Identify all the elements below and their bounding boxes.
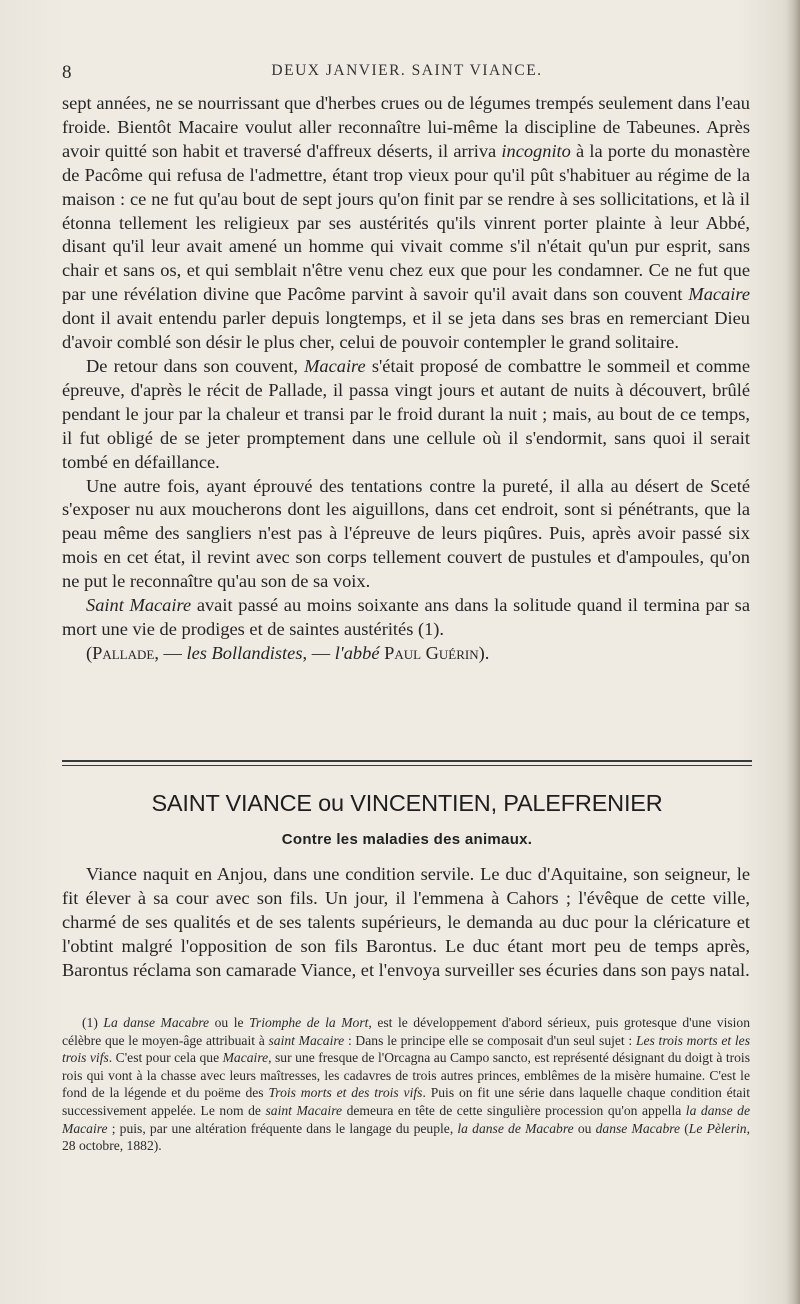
- section-body: [62, 862, 750, 982]
- paragraph: sept années, ne se nourrissant que d'herbes crues ou de légumes trempés seulement dans l'eau froide. Bientôt Macaire voulut aller reconnaître lui-même la discipline de Tabeunes. Après avoir quitté son habit et traversé d'affreux déserts, il arriva incognito à la porte du monastère de Pacôme qui refusa de l'admettre, étant trop vieux pour qu'il pût s'habituer au régime de la maison : ce ne fut qu'au bout de sept jours qu'on finit par se rendre à ses sollicitations, et là il étonna tellement les religieux par ses austérités qu'ils vinrent porter plainte à leur Abbé, disant qu'il leur avait amené un homme qui vivait comme s'il n'était qu'un pur esprit, sans chair et sans os, et qui semblait n'être venu chez eux que pour les condamner. Ce ne fut que par une révélation divine que Pacôme parvint à savoir qu'il avait dans son couvent Macaire dont il avait entendu parler depuis longtemps, et il se jeta dans ses bras en remerciant Dieu d'avoir comblé son désir le plus cher, celui de pouvoir contempler le grand solitaire.: [62, 93, 750, 353]
- section-divider-thin: [62, 765, 752, 766]
- paragraph: Une autre fois, ayant éprouvé des tentations contre la pureté, il alla au désert de Sceté s'exposer nu aux moucherons dont les aiguillons, dans cet endroit, sont si pénétrants, que la peau même des sangliers n'est pas à l'épreuve de leurs piqûres. Puis, après avoir passé six mois en cet état, il revint avec son corps tellement couvert de pustules et d'ampoules, qu'on ne put le reconnaître qu'au son de sa voix.: [62, 475, 750, 592]
- footnote: [62, 1014, 750, 1155]
- page-header: [62, 62, 752, 86]
- running-head: DEUX JANVIER. SAINT VIANCE.: [271, 62, 543, 79]
- paragraph: Saint Macaire avait passé au moins soixante ans dans la solitude quand il termina par sa mort une vie de prodiges et de saintes austérités (1).: [62, 595, 750, 639]
- source-citation: (Pallade, — les Bollandistes, — l'abbé Paul Guérin).: [86, 642, 490, 663]
- section-title: SAINT VIANCE ou VINCENTIEN, PALEFRENIER: [151, 790, 663, 816]
- paragraph: Viance naquit en Anjou, dans une condition servile. Le duc d'Aquitaine, son seigneur, le fit élever à sa cour avec son fils. Un jour, il l'emmena à Cahors ; l'évêque de cette ville, charmé de ses qualités et de ses talents supérieurs, le demanda au duc pour la cléricature et l'obtint malgré l'opposition de son fils Barontus. Le duc étant mort peu de temps après, Barontus réclama son camarade Viance, et l'envoya surveiller ses écuries dans son pays natal.: [62, 864, 750, 980]
- page-edge-shadow: [786, 0, 800, 1304]
- footnote-text: (1) La danse Macabre ou le Triomphe de la Mort, est le développement d'abord sérieux, puis grotesque d'une vision célèbre que le moyen-âge attribuait à saint Macaire : Dans le principe elle se composait d'un seul sujet : Les trois morts et les trois vifs. C'est pour cela que Macaire, sur une fresque de l'Orcagna au Campo sancto, est représenté désignant du doigt à trois rois qui vont à la chasse avec leurs maîtresses, les cadavres de trois autres princes, emblêmes de la misère humaine. C'est le fond de la légende et du poëme des Trois morts et des trois vifs. Puis on fit une série dans laquelle chaque condition était successivement appelée. Le nom de saint Macaire demeura en tête de cette singulière procession qu'on appella la danse de Macaire ; puis, par une altération fréquente dans le langage du peuple, la danse de Macabre ou danse Macabre (Le Pèlerin, 28 octobre, 1882).: [62, 1015, 751, 1154]
- paragraph: De retour dans son couvent, Macaire s'était proposé de combattre le sommeil et comme épreuve, d'après le récit de Pallade, il passa vingt jours et autant de nuits à découvert, brûlé pendant le jour par la chaleur et transi par le froid durant la nuit ; mais, au bout de ce temps, il fut obligé de se jeter promptement dans une cellule où il s'endormit, sans quoi il serait tombé en défaillance.: [62, 355, 750, 472]
- section-subtitle: Contre les maladies des animaux.: [281, 831, 533, 848]
- body-text: [62, 92, 750, 666]
- section-divider-thick: [62, 760, 752, 762]
- page-number: 8: [62, 62, 72, 83]
